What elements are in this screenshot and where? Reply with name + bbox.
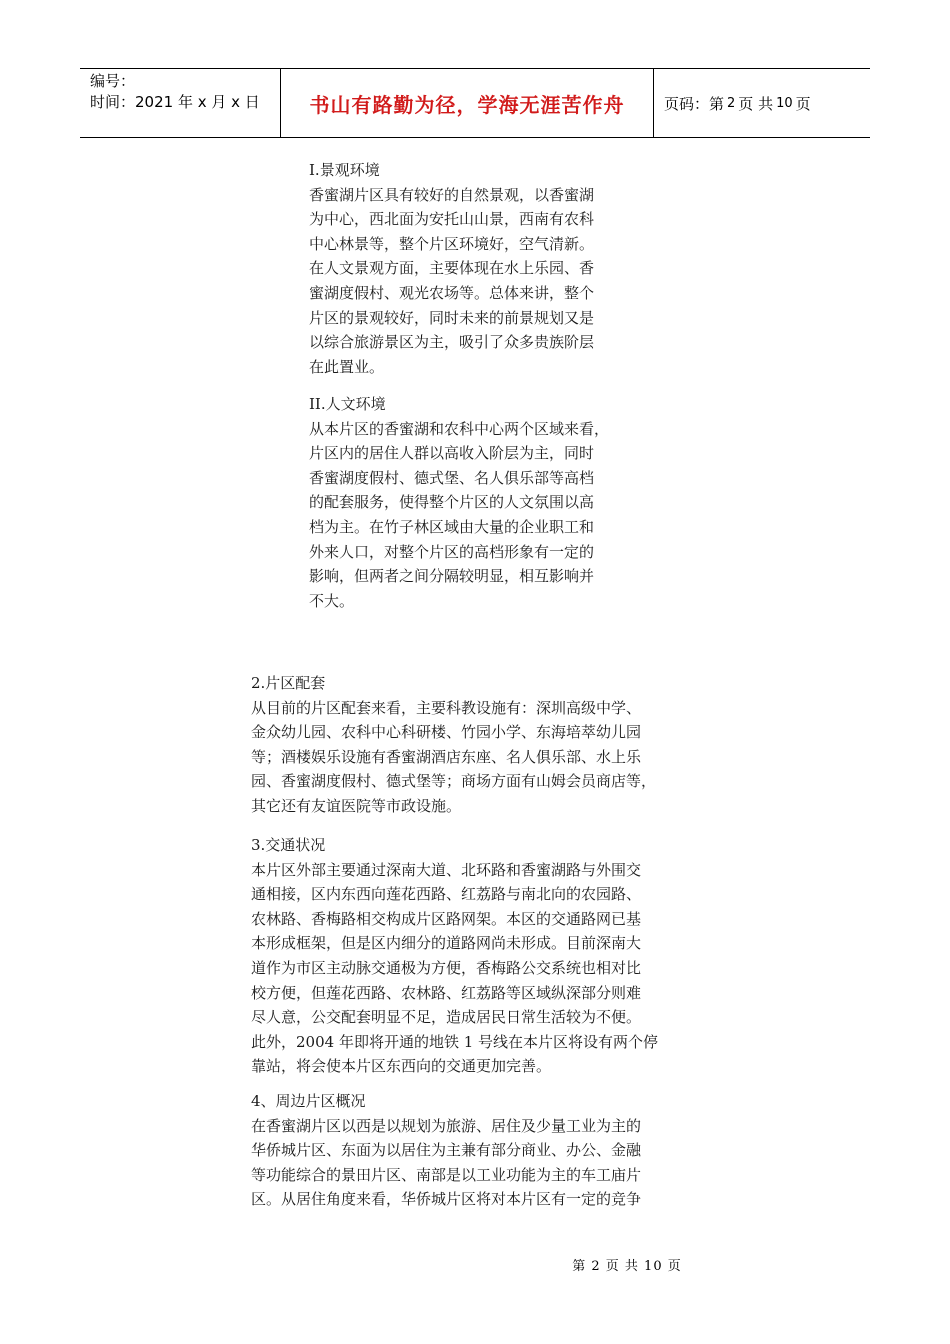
header-meta: [80, 69, 281, 137]
page-suffix: 页: [795, 94, 811, 113]
document-time-label: 时间：2021 年 x 月 x 日: [90, 93, 260, 111]
paragraph-line: 等功能综合的景田片区、南部是以工业功能为主的车工庙片: [251, 1165, 642, 1184]
paragraph-line: 档为主。在竹子林区域由大量的企业职工和: [309, 517, 595, 536]
section-title: I.景观环境: [309, 161, 380, 179]
section-surroundings: [251, 1089, 711, 1212]
section-traffic: [251, 833, 711, 1079]
paragraph-line: 校方便，但莲花西路、农林路、红荔路等区域纵深部分则难: [251, 983, 642, 1002]
paragraph-line: 片区内的居住人群以高收入阶层为主，同时: [309, 444, 595, 463]
section-landscape: [309, 158, 654, 379]
page-prefix: 页码：第: [664, 94, 725, 113]
paragraph-line: 此外，2004 年即将开通的地铁 1 号线在本片区将设有两个停: [251, 1032, 659, 1051]
paragraph-line: 蜜湖度假村、观光农场等。总体来讲，整个: [309, 283, 595, 302]
paragraph-line: 农林路、香梅路相交构成片区路网架。本区的交通路网已基: [251, 909, 642, 928]
paragraph-line: 中心林景等，整个片区环境好，空气清新。: [309, 234, 595, 253]
section-title: II.人文环境: [309, 395, 386, 413]
page-mid: 页 共: [738, 94, 774, 113]
header-motto: 书山有路勤为径，学海无涯苦作舟: [309, 92, 625, 117]
paragraph-line: 从本片区的香蜜湖和农科中心两个区域来看，: [309, 419, 610, 438]
section-humanities: [309, 392, 654, 613]
paragraph-line: 本形成框架，但是区内细分的道路网尚未形成。目前深南大: [251, 934, 642, 953]
paragraph-line: 影响，但两者之间分隔较明显，相互影响并: [309, 567, 595, 586]
document-id-label: 编号：: [90, 72, 136, 90]
paragraph-line: 本片区外部主要通过深南大道、北环路和香蜜湖路与外围交: [251, 860, 642, 879]
paragraph-line: 区。从居住角度来看，华侨城片区将对本片区有一定的竞争: [251, 1190, 642, 1209]
section-facilities: [251, 671, 711, 819]
paragraph-line: 其它还有友谊医院等市政设施。: [251, 796, 462, 815]
header-page-indicator: [654, 69, 870, 137]
paragraph-line: 不大。: [309, 591, 355, 610]
page-number: 2: [727, 95, 736, 111]
paragraph-line: 香蜜湖片区具有较好的自然景观，以香蜜湖: [309, 185, 595, 204]
paragraph-line: 靠站，将会使本片区东西向的交通更加完善。: [251, 1057, 552, 1076]
page-footer: 第 2 页 共 10 页: [572, 1259, 682, 1274]
paragraph-line: 从目前的片区配套来看，主要科教设施有：深圳高级中学、: [251, 698, 642, 717]
paragraph-line: 香蜜湖度假村、德式堡、名人俱乐部等高档: [309, 468, 595, 487]
paragraph-line: 尽人意，公交配套明显不足，造成居民日常生活较为不便。: [251, 1008, 642, 1027]
header-motto-cell: [281, 69, 654, 137]
paragraph-line: 在人文景观方面，主要体现在水上乐园、香: [309, 259, 595, 278]
paragraph-line: 的配套服务，使得整个片区的人文氛围以高: [309, 493, 595, 512]
page-total: 10: [776, 95, 793, 111]
paragraph-line: 通相接，区内东西向莲花西路、红荔路与南北向的农园路、: [251, 885, 642, 904]
paragraph-line: 等；酒楼娱乐设施有香蜜湖酒店东座、名人俱乐部、水上乐: [251, 747, 642, 766]
paragraph-line: 道作为市区主动脉交通极为方便，香梅路公交系统也相对比: [251, 958, 642, 977]
paragraph-line: 为中心，西北面为安托山山景，西南有农科: [309, 210, 595, 229]
section-title: 4、周边片区概况: [251, 1092, 366, 1110]
paragraph-line: 在香蜜湖片区以西是以规划为旅游、居住及少量工业为主的: [251, 1116, 642, 1135]
section-title: 3.交通状况: [251, 836, 326, 854]
paragraph-line: 片区的景观较好，同时未来的前景规划又是: [309, 308, 595, 327]
page-header: [80, 68, 870, 138]
paragraph-line: 华侨城片区、东面为以居住为主兼有部分商业、办公、金融: [251, 1141, 642, 1160]
section-title: 2.片区配套: [251, 674, 326, 692]
paragraph-line: 金众幼儿园、农科中心科研楼、竹园小学、东海培萃幼儿园: [251, 723, 642, 742]
paragraph-line: 在此置业。: [309, 357, 385, 376]
paragraph-line: 以综合旅游景区为主，吸引了众多贵族阶层: [309, 333, 595, 352]
paragraph-line: 外来人口，对整个片区的高档形象有一定的: [309, 542, 595, 561]
paragraph-line: 园、香蜜湖度假村、德式堡等；商场方面有山姆会员商店等，: [251, 772, 657, 791]
